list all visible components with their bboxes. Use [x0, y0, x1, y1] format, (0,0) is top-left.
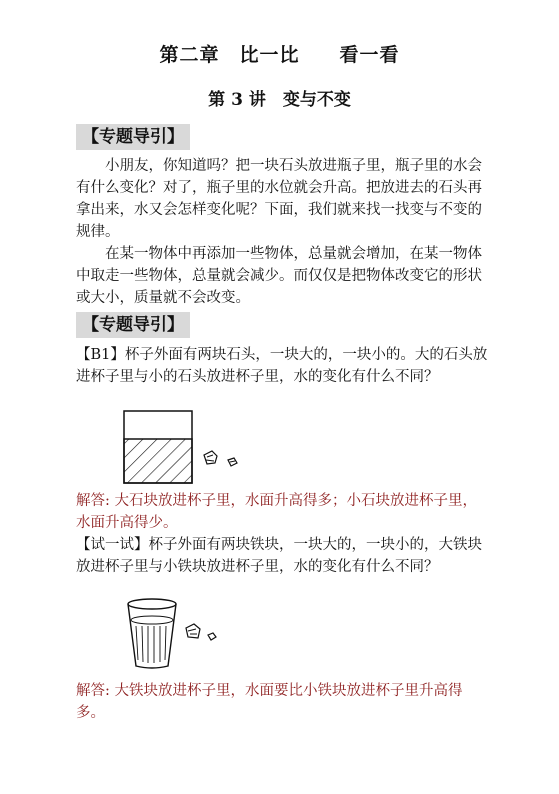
- intro-paragraph-1: 小朋友，你知道吗？把一块石头放进瓶子里，瓶子里的水会有什么变化？对了，瓶子里的水位就会升高。把放进去的石头再拿出来，水又会怎样变化呢？下面，我们就来找一找变与不变的规律。: [76, 158, 482, 240]
- lecture-title: 第 3 讲 变与不变: [208, 90, 351, 110]
- small-iron-block: [208, 633, 216, 640]
- glass-body: [128, 604, 176, 668]
- intro-paragraph-2: 在某一物体中再添加一些物体，总量就会增加，在某一物体中取走一些物体，总量就会减少。而仅仅是把物体改变它的形状或大小，质量就不会改变。: [76, 246, 482, 306]
- try-question: [76, 534, 488, 578]
- example-b1-question: [76, 344, 488, 388]
- section-label-examples: 【专题导引】: [76, 312, 190, 338]
- large-stone: [204, 451, 217, 464]
- cup-with-stones-figure: [120, 405, 260, 485]
- cup-water: [124, 439, 192, 483]
- glass-with-iron-figure: [124, 596, 234, 672]
- try-tag: 【试一试】: [76, 537, 149, 553]
- glass-rim: [128, 599, 176, 609]
- try-answer: 解答: 大铁块放进杯子里，水面要比小铁块放进杯子里升高得多。: [76, 683, 463, 721]
- section-label-intro: 【专题导引】: [76, 124, 190, 150]
- example-b1-tag: 【B1】: [76, 347, 125, 363]
- chapter-title: 第二章 比一比 看一看: [159, 44, 400, 66]
- glass-water: [136, 626, 166, 663]
- example-b1-answer: 解答: 大石块放进杯子里，水面升高得多；小石块放进杯子里，水面升高得少。: [76, 493, 477, 531]
- try-text: 杯子外面有两块铁块，一块大的，一块小的，大铁块放进杯子里与小铁块放进杯子里，水的变化有什么不同？: [76, 537, 482, 575]
- example-b1-text: 杯子外面有两块石头，一块大的，一块小的。大的石头放进杯子里与小的石头放进杯子里，水的变化有什么不同？: [76, 347, 488, 385]
